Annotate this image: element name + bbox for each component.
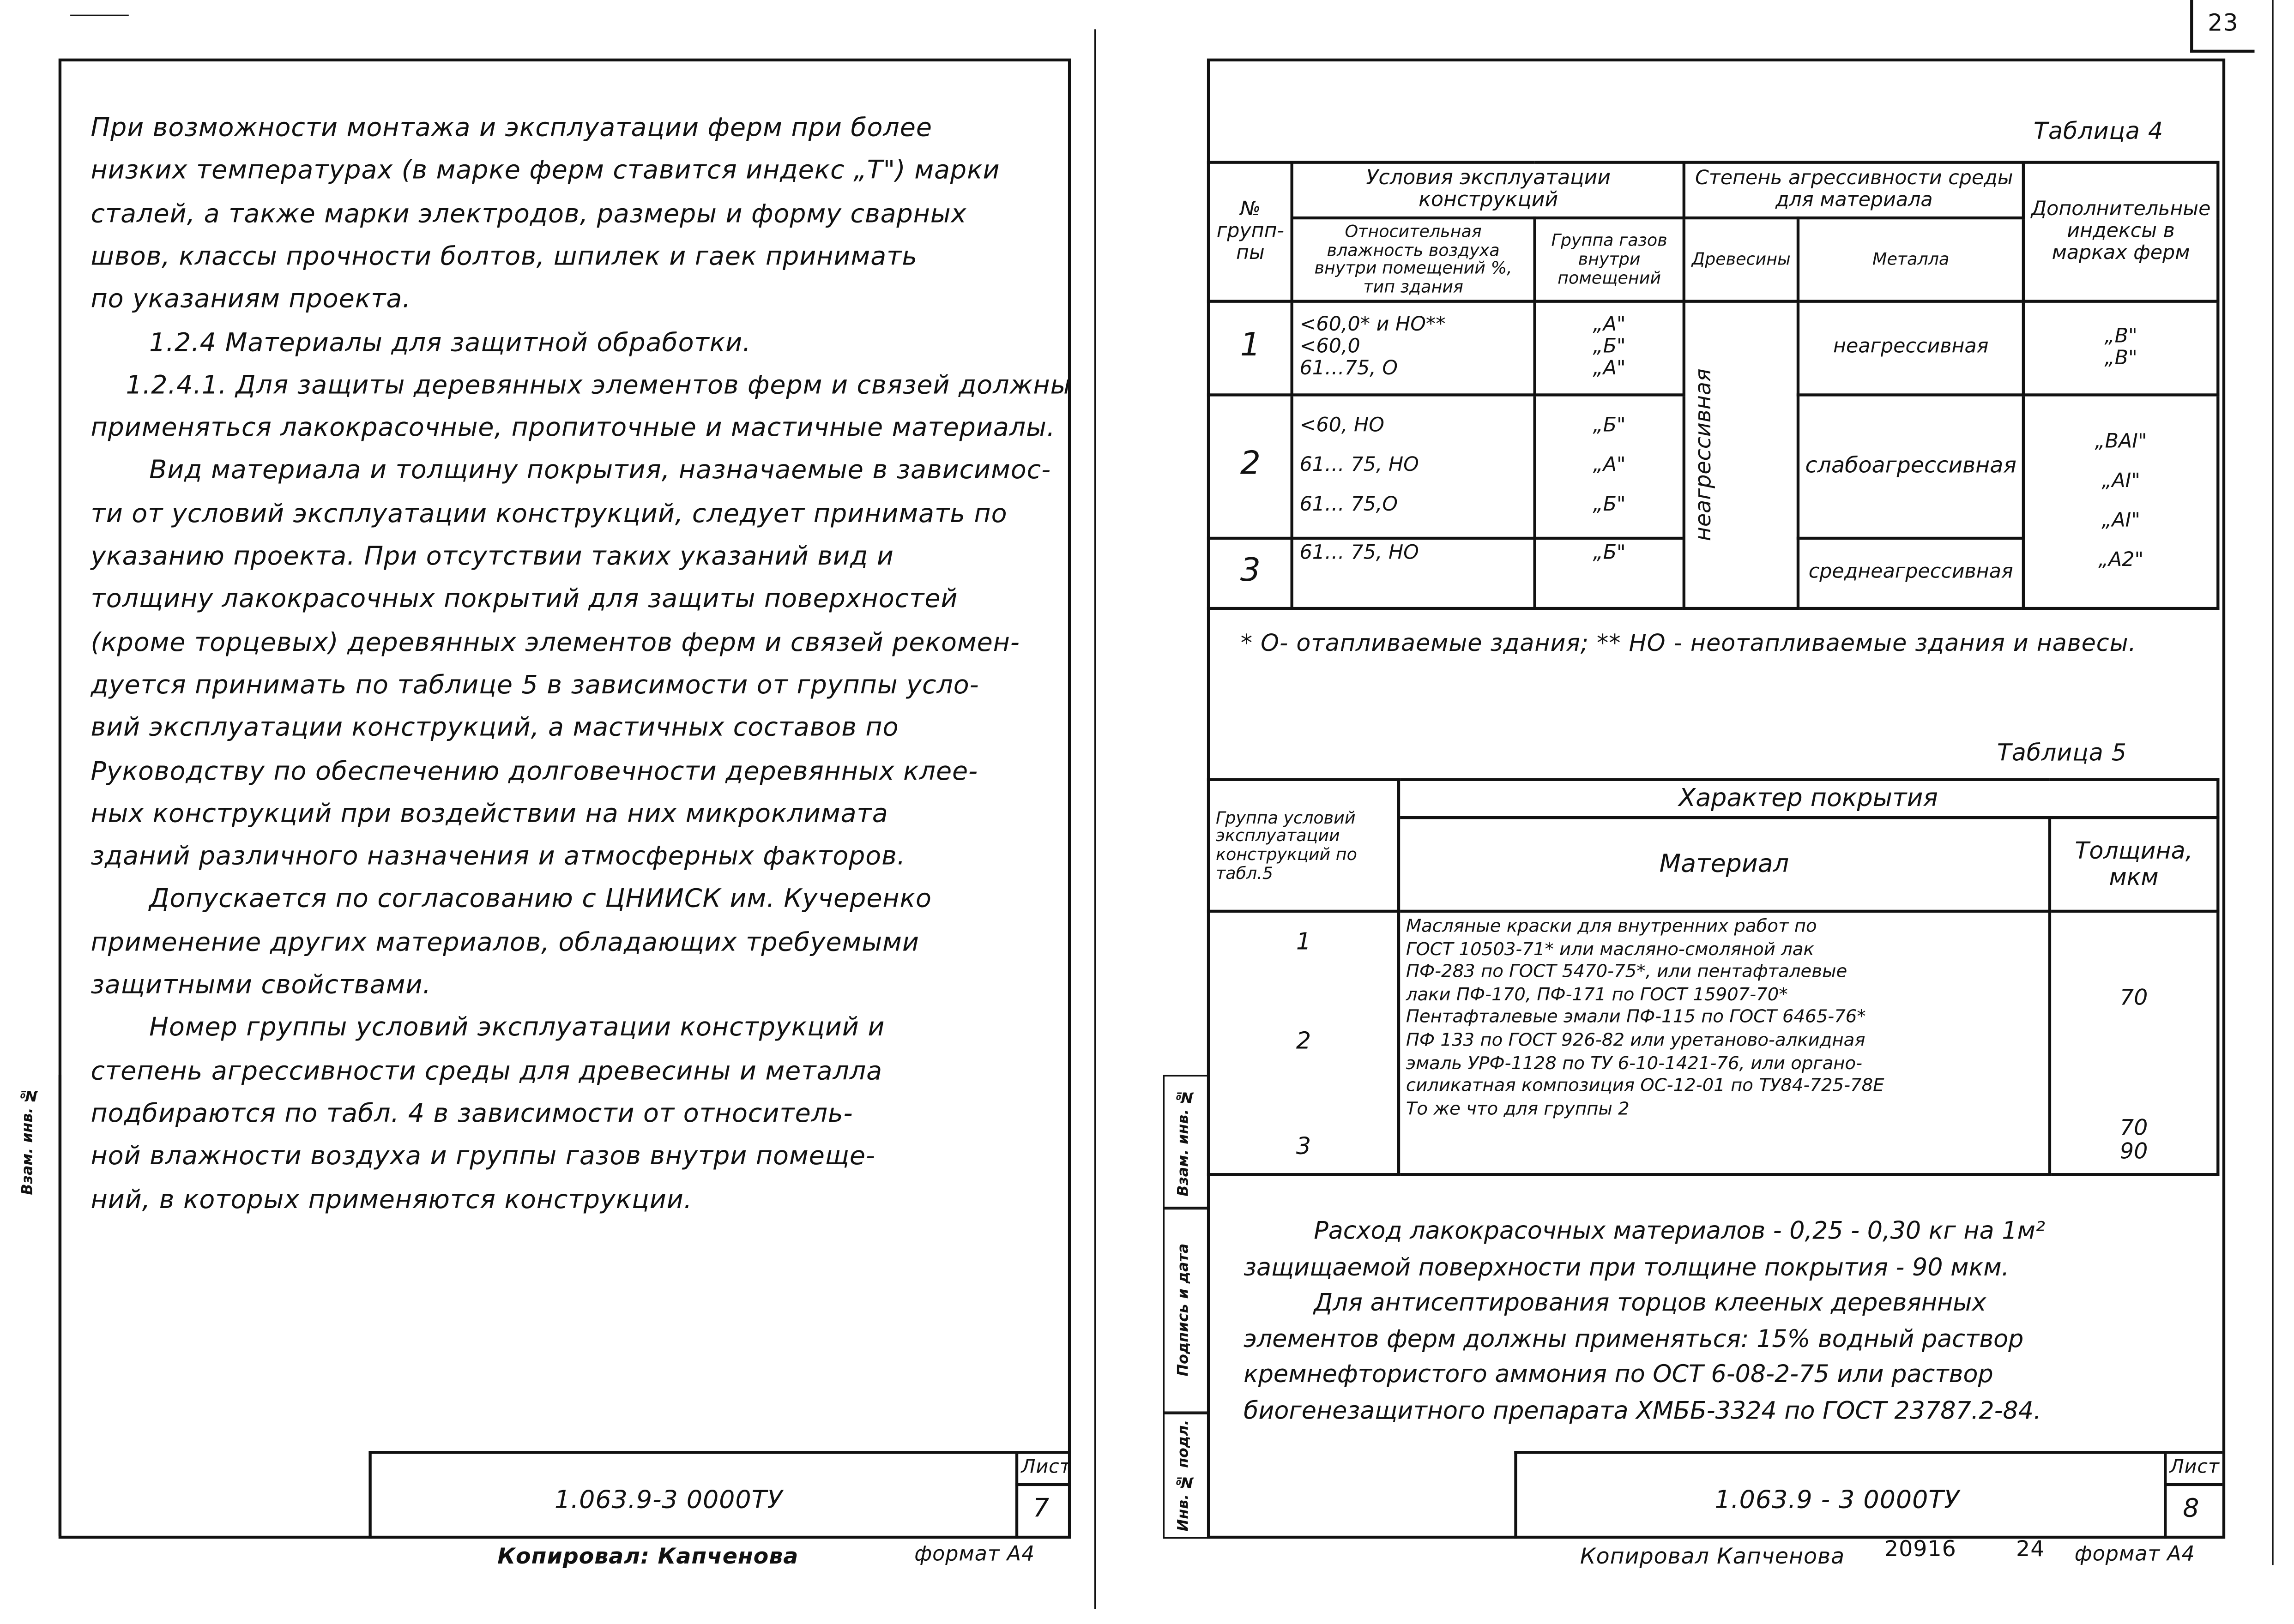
doc-code: 1.063.9-3 0000ТУ	[554, 1486, 783, 1516]
t5-header-material: Материал	[1399, 818, 2050, 911]
t4-humidity: 61… 75,О	[1299, 493, 1398, 517]
body-text-line: ний, в которых применяются конструкции.	[91, 1185, 693, 1215]
t4-index: „В"	[2104, 324, 2137, 348]
t4-header-gas: Группа газов внутри помещений	[1534, 218, 1684, 301]
body-text-line: защитными свойствами.	[91, 971, 432, 1001]
body-text-line: Руководству по обеспечению долговечности деревянных клее-	[91, 757, 978, 787]
body-text-line: применение других материалов, обладающих требуемыми	[91, 928, 919, 958]
t5-group: 2	[1296, 1027, 1311, 1055]
body-text-line: ных конструкций при воздействии на них микроклимата	[91, 800, 888, 829]
t4-index: „АI"	[2101, 469, 2140, 493]
t5-material-cell	[1399, 911, 2050, 1174]
left-side-stamp	[0, 1075, 61, 1536]
t5-thickness: 70	[2119, 1113, 2148, 1140]
body-text-line: (кроме торцевых) деревянных элементов ферм и связей рекомен-	[91, 628, 1020, 658]
stamp-replacement-inv: Взам. инв. №	[1176, 1088, 1193, 1197]
t5-material-line: эмаль УРФ-1128 по ТУ 6-10-1421-76, или органо-	[1406, 1053, 1863, 1073]
t5-material-line: ГОСТ 10503-71* или масляно-смоляной лак	[1406, 938, 1814, 959]
t5-material-line: То же что для группы 2	[1406, 1098, 1630, 1119]
t4-humidity: 61… 75, НО	[1292, 538, 1534, 608]
t5-group: 1	[1296, 927, 1311, 955]
t5-thickness: 70	[2119, 984, 2148, 1011]
t4-group-no: 2	[1208, 394, 1292, 538]
stamp-original-inv: Инв. № подл.	[1176, 1419, 1193, 1531]
sheet-number: 7	[1032, 1495, 1050, 1524]
body-text-line: элементов ферм должны применяться: 15% водный раствор	[1244, 1324, 2024, 1353]
body-text-line: Номер группы условий эксплуатации конструкций и	[149, 1014, 885, 1044]
t4-header-index: Дополнительные индексы в марках ферм	[2024, 162, 2218, 301]
sheet-label: Лист	[2169, 1456, 2220, 1479]
t4-header-metal: Металла	[1798, 218, 2024, 301]
body-text-line: подбираются по табл. 4 в зависимости от относитель-	[91, 1100, 853, 1129]
t5-header-group: Группа условий эксплуатации конструкций по табл.5	[1208, 780, 1399, 911]
sheet-number: 8	[2183, 1495, 2200, 1524]
t4-gas: „Б"	[1593, 493, 1626, 517]
right-side-stamp	[1163, 1075, 1207, 1536]
body-text-line: толщину лакокрасочных покрытий для защиты поверхностей	[91, 585, 958, 615]
t4-gas: „А"	[1593, 313, 1626, 337]
table4-title: Таблица 4	[2034, 117, 2164, 145]
table-4	[1207, 161, 2220, 609]
t5-header-thickness: Толщина, мкм	[2050, 818, 2218, 911]
format-label: формат А4	[2074, 1543, 2195, 1567]
body-text-line: ной влажности воздуха и группы газов внутри помеще-	[91, 1143, 875, 1172]
t4-index: „ВАI"	[2095, 429, 2147, 453]
t4-index: „В"	[2104, 346, 2137, 370]
body-text-line: защищаемой поверхности при толщине покрытия - 90 мкм.	[1244, 1252, 2010, 1281]
t5-header-character: Характер покрытия	[1399, 780, 2218, 818]
format-label: формат А4	[914, 1543, 1035, 1567]
body-text-line: Допускается по согласованию с ЦНИИСК им. Кучеренко	[149, 885, 932, 915]
t4-humidity: <60,0* и НО**	[1299, 313, 1446, 337]
body-text-line: При возможности монтажа и эксплуатации ферм при более	[91, 114, 932, 144]
t5-thickness: 90	[2119, 1138, 2148, 1165]
body-text-line: степень агрессивности среды для древесины и металла	[91, 1057, 883, 1086]
body-text-line: Для антисептирования торцов клееных деревянных	[1314, 1288, 1986, 1317]
t4-header-aggressiveness: Степень агрессивности среды для материала	[1684, 162, 2024, 218]
body-text-line: вий эксплуатации конструкций, а мастичных составов по	[91, 714, 899, 744]
t4-humidity: <60,0	[1299, 335, 1360, 359]
body-text-line: сталей, а также марки электродов, размеры и форму сварных	[91, 199, 967, 229]
body-text-line: Расход лакокрасочных материалов - 0,25 - 0,30 кг на 1м²	[1314, 1217, 2045, 1245]
t4-wood-value: неагрессивная	[1690, 368, 1717, 541]
table-row	[1208, 301, 2218, 394]
body-text-line: Вид материала и толщину покрытия, назначаемые в зависимос-	[149, 457, 1051, 487]
copied-by: Копировал: Капченова	[497, 1543, 799, 1570]
t4-humidity: 61… 75, НО	[1299, 453, 1419, 477]
t4-gas: „Б"	[1534, 538, 1684, 608]
page-number-box	[2190, 0, 2254, 53]
t4-gas: „Б"	[1593, 335, 1626, 359]
t5-material-line: силикатная композиция ОС-12-01 по ТУ84-725-78Е	[1406, 1075, 1884, 1096]
t5-material-line: Пентафталевые эмали ПФ-115 по ГОСТ 6465-76*	[1406, 1007, 1866, 1028]
t5-material-line: ПФ-283 по ГОСТ 5470-75*, или пентафталевые	[1406, 961, 1847, 982]
doc-code: 1.063.9 - 3 0000ТУ	[1714, 1486, 1960, 1516]
t4-index: „АI"	[2101, 508, 2140, 532]
right-title-block	[1514, 1451, 2222, 1539]
body-text-line: кремнефтористого аммония по ОСТ 6-08-2-75 или раствор	[1244, 1360, 1993, 1388]
body-text-line: указанию проекта. При отсутствии таких указаний вид и	[91, 542, 894, 572]
t4-gas: „А"	[1593, 357, 1626, 380]
t5-material-line: Масляные краски для внутренних работ по	[1406, 915, 1817, 936]
scan-mark	[70, 15, 129, 16]
sheet-count: 24	[2016, 1535, 2045, 1562]
t4-header-conditions: Условия эксплуатации конструкций	[1292, 162, 1684, 218]
t5-material-line: лаки ПФ-170, ПФ-171 по ГОСТ 15907-70*	[1406, 984, 1788, 1005]
order-number: 20916	[1884, 1535, 1956, 1562]
body-text-line: 1.2.4 Материалы для защитной обработки.	[149, 328, 751, 358]
t4-index: „А2"	[2098, 547, 2144, 571]
left-title-block	[368, 1451, 1071, 1539]
t4-header-wood: Древесины	[1684, 218, 1798, 301]
side-stamp-label: Взам. инв. №	[20, 1086, 37, 1195]
body-text-line: биогенезащитного препарата ХМББ-3324 по ГОСТ 23787.2-84.	[1244, 1396, 2041, 1424]
page-divider	[1094, 29, 1096, 1609]
t5-material-line: ПФ 133 по ГОСТ 926-82 или уретаново-алкидная	[1406, 1029, 1865, 1051]
table-row	[1208, 911, 2218, 1174]
body-text-line: применяться лакокрасочные, пропиточные и мастичные материалы.	[91, 414, 1056, 444]
page-number: 23	[2208, 9, 2239, 37]
t4-metal: слабоагрессивная	[1798, 394, 2024, 538]
t5-group: 3	[1296, 1132, 1311, 1160]
left-page-frame	[59, 59, 1071, 1539]
copied-by: Копировал Капченова	[1580, 1543, 1845, 1570]
sheet-label: Лист	[1021, 1456, 1071, 1479]
body-text-line: по указаниям проекта.	[91, 285, 411, 315]
t4-metal: неагрессивная	[1798, 301, 2024, 394]
body-text-line: низких температурах (в марке ферм ставится индекс „Т") марки	[91, 156, 1000, 186]
body-text-line: дуется принимать по таблице 5 в зависимости от группы усло-	[91, 671, 979, 701]
t4-gas: „А"	[1593, 453, 1626, 477]
t4-footnote: * О- отапливаемые здания; ** НО - неотапливаемые здания и навесы.	[1240, 629, 2137, 657]
t4-metal: среднеагрессивная	[1798, 538, 2024, 608]
body-text-line: 1.2.4.1. Для защиты деревянных элементов ферм и связей должны	[126, 371, 1071, 401]
table-5	[1207, 778, 2220, 1176]
t4-group-no: 3	[1208, 538, 1292, 608]
t4-gas: „Б"	[1593, 414, 1626, 438]
body-text-line: зданий различного назначения и атмосферных факторов.	[91, 842, 906, 872]
t4-humidity: <60, НО	[1299, 414, 1384, 438]
body-text-line: швов, классы прочности болтов, шпилек и гаек принимать	[91, 242, 918, 272]
t4-header-humidity: Относительная влажность воздуха внутри помещений %, тип здания	[1292, 218, 1534, 301]
body-text-line: ти от условий эксплуатации конструкций, следует принимать по	[91, 499, 1008, 529]
table5-title: Таблица 5	[1997, 739, 2127, 767]
t4-header-no: № групп-пы	[1208, 162, 1292, 301]
scan-edge	[2272, 0, 2274, 1565]
t4-group-no: 1	[1208, 301, 1292, 394]
t4-humidity: 61…75, О	[1299, 357, 1398, 380]
stamp-signature-date: Подпись и дата	[1176, 1244, 1193, 1377]
